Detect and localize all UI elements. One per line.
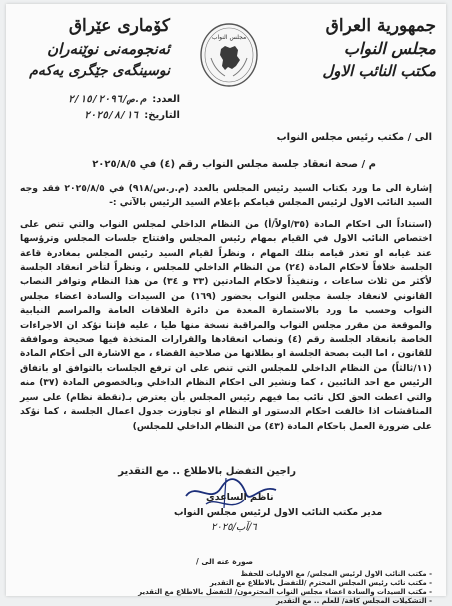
copy-to-item: - مكتب السيدات والسادة اعضاء مجلس النواب المحترمون/ للتفضل بالاطلاع مع التقدير bbox=[138, 588, 432, 596]
reference-number-row bbox=[20, 92, 180, 108]
document-page bbox=[6, 4, 446, 605]
copy-to-item: - مكتب نائب رئيس المجلس المحترم /للتفضل بالاطلاع مع التقدير bbox=[209, 579, 432, 587]
kurdish-office-name: نوسینگەی جێگری یەکەم bbox=[29, 63, 170, 79]
arabic-country-name: جمهورية العراق bbox=[325, 16, 436, 36]
parliament-emblem-icon bbox=[199, 22, 259, 88]
reference-block bbox=[20, 92, 180, 124]
arabic-office-name: مكتب النائب الاول bbox=[322, 62, 436, 80]
arabic-parliament-name: مجلس النواب bbox=[343, 39, 436, 58]
body-paragraph: (استناداً الى احكام المادة (٣٥/اولاً/أ) من النظام الداخلي لمجلس النواب والتي تنص على اختصاص النائب الاول في القيام بمهام رئيس المجلس وافتتاح جلسات المجلس وترؤسها عند غيابه او تعذر قيامه بتلك المهام ، ونظراً لقيام السيد رئيس المجلس بمغادرة قاعة الجلسة خلافاً لاحكام المادة (٢٤) من النظام الداخلي للمجلس ، ونظراً لتأخر انعقاد الجلسة لأكثر من ثلاث ساعات ، وتنفيذاً لاحكام المادتين (٣٣ و ٣٤) من هذا النظام وتوافر النصاب القانوني لانعقاد جلسة مجلس النواب بحضور (١٦٩) من السيدات والسادة اعضاء مجلس النواب وحسب ما ورد بالاستمارة المعدة من دائرة العلاقات العامة والمراسم النيابية والموقعة من مقرر مجلس النواب والمراقبة نسخة منها طيا ، عليه فإننا نؤكد ان الاجراءات الخاصة بانعقاد الجلسة رقم (٤) ونصاب انعقادها والقرارات المتخذة فيها صحيحة وموافقة للقانون ، اما البت بصحة الجلسة او بطلانها من صلاحية القضاء ، مع الاشارة الى أحكام المادة (١١/ثالثاً) من النظام الداخلي للمجلس التي تنص على ان ترفع الجلسات بالتوافق او باتفاق الرئيس مع احد النائبين ، كما ونشير الى احكام النظام الداخلي وبالخصوص المادة (٣٧) منه والتي اعطت الحق لكل نائب بما فيهم رئيس المجلس بأن يعترض بـ(نقطة نظام) على سير المناقشات اذا خالفت احكام الدستور او النظام او تجاوزت جدول اعمال الجلسة ، كما نؤكد على ضرورة العمل باحكام المادة (٤٣) من النظام الداخلي للمجلس) bbox=[20, 218, 433, 432]
recipient-line: الى / مكتب رئيس مجلس النواب bbox=[276, 132, 432, 143]
signature-date: ٦/آب/٢٠٢٥ bbox=[211, 522, 257, 533]
copy-to-item: - التشكيلات المجلس كافة/ للعلم .. مع التقدير bbox=[275, 597, 432, 605]
kurdish-header bbox=[20, 14, 170, 82]
reference-number-label: العدد: bbox=[152, 94, 180, 105]
reference-date-label: التاريخ: bbox=[144, 110, 180, 121]
kurdish-parliament-name: ئەنجومەنی نوێنەران bbox=[47, 40, 170, 58]
reference-date-row bbox=[20, 108, 180, 124]
reference-number-value: م.ص/٢/١٥/٢٠٩٦ bbox=[67, 94, 147, 105]
signatory-title: مدير مكتب النائب الاول لرئيس مجلس النواب bbox=[174, 507, 383, 518]
arabic-header bbox=[286, 14, 436, 82]
signatory-name: ناظم الساعدي bbox=[206, 492, 274, 503]
emblem-text: مجلس النواب bbox=[211, 34, 247, 41]
body-paragraph: إشارة الى ما ورد بكتاب السيد رئيس المجلس بالعدد (م.ر.س/٩١٨) في ٢٠٢٥/٨/٥ فقد وجه السيد النائب الاول لرئيس المجلس قيامكم بإعلام السيد الرئيس بالآتي :- bbox=[20, 183, 432, 209]
copy-to-list bbox=[138, 570, 432, 606]
subject-line: م / صحة انعقاد جلسة مجلس النواب رقم (٤) في ٢٠٢٥/٨/٥ bbox=[92, 159, 376, 170]
copy-to-item: - مكتب النائب الاول لرئيس المجلس/ مع الاوليات للحفظ bbox=[240, 570, 432, 578]
letter-body bbox=[20, 182, 432, 441]
copy-to-header: صورة عنه الى / bbox=[196, 557, 253, 566]
kurdish-country-name: كۆماری عێراق bbox=[68, 16, 170, 36]
closing-line: راجين التفضل بالاطلاع .. مع التقدير bbox=[118, 466, 296, 477]
reference-date-value: ٢٠٢٥/٨/١٦ bbox=[84, 110, 139, 121]
